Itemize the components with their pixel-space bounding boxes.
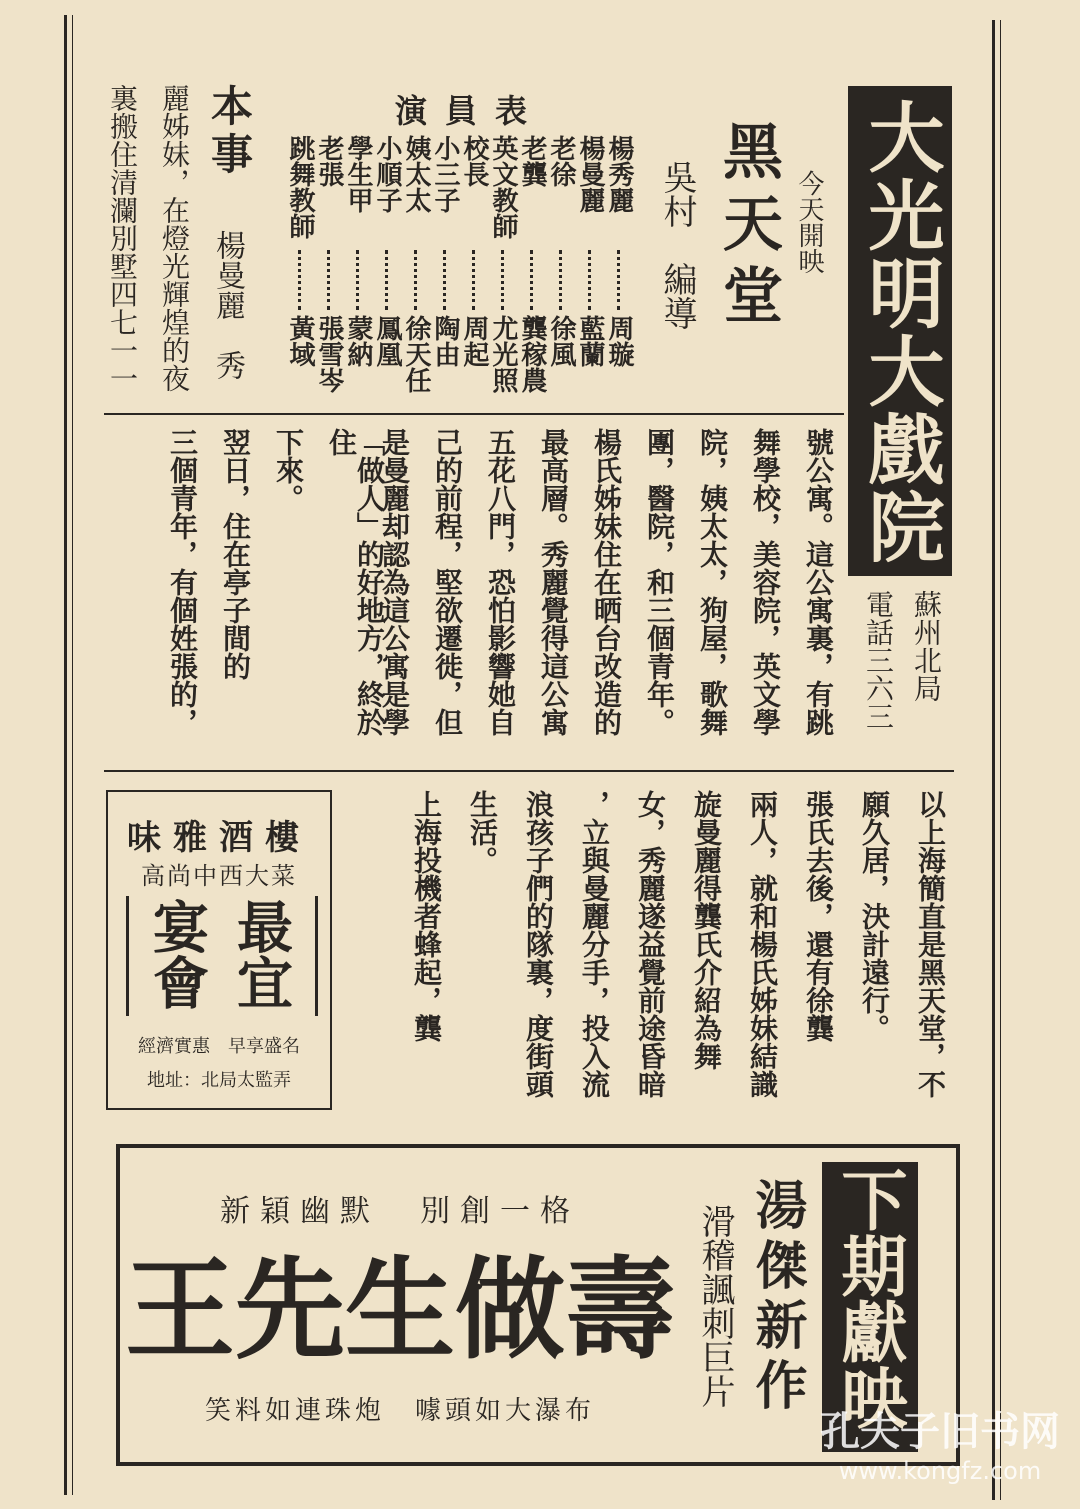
theater-address: 蘇州北局 [910,590,943,702]
restaurant-tagline-text: 高尚中西大菜 [141,862,297,890]
right-border-line [992,20,995,1500]
cast-leader-dots [530,250,533,310]
cast-leader-dots [443,250,446,310]
story-bottom-line: 願久居，決計遠行。 [858,790,891,1042]
story-middle-line: 是曼麗却認為這公寓是學 [378,428,411,736]
cast-actor: 徐風 [546,315,576,367]
restaurant-note-text: 經濟實惠 早享盛名 [138,1036,300,1057]
cast-actor: 徐天任 [401,315,431,393]
story-middle-line: 楊氏姊妹住在晒台改造的 [590,428,623,736]
cast-actor: 尤光照 [488,315,518,393]
cast-role: 姨太太 [401,135,431,213]
story-middle-line: 「做人」的好地方，終於住 [325,428,386,736]
cast-role: 楊曼麗 [575,135,605,213]
cast-actor: 周璇 [604,315,634,367]
cast-leader-dots [617,250,620,310]
theater-name-block [848,86,952,576]
story-middle-line: 最高層。秀麗覺得這公寓 [537,428,570,736]
restaurant-name-text: 味雅酒樓 [127,818,311,858]
story-bottom-line: 浪孩子們的隊裏，度街頭 [522,790,555,1098]
cast-leader-dots [356,250,359,310]
restaurant-tagline [108,856,330,891]
restaurant-name [108,810,330,859]
watermark-text: 孔夫子旧书网 [820,1409,1060,1455]
next-director: 湯傑新作 [746,1178,807,1418]
restaurant-ad [106,790,332,1110]
cast-leader-dots [501,250,504,310]
next-genre: 滑稽諷刺巨片 [695,1204,735,1408]
restaurant-note [108,1032,330,1058]
restaurant-slogan-right: 最宜 [228,898,294,1010]
cast-role: 小三子 [430,135,460,213]
story-top-line-2: 麗姊妹，在燈光輝煌的夜 [158,84,191,392]
story-middle-line: 號公寓。這公寓裏，有跳 [802,428,835,736]
cast-actor: 蒙納 [343,315,373,367]
story-middle-line: 三個青年，有個姓張的， [166,428,199,736]
restaurant-slogan-box [126,896,318,1016]
cast-role: 校長 [459,135,489,187]
cast-role: 跳舞教師 [285,135,315,239]
theater-name: 大光明大戲院 [856,98,945,566]
story-middle [100,428,845,758]
next-title-text: 王先生做壽 [125,1245,675,1374]
divider-1 [104,413,844,415]
story-bottom-line: 張氏去後，還有徐龔 [802,790,835,1042]
cast-leader-dots [414,250,417,310]
cast-role: 老徐 [546,135,576,187]
story-bottom-line: 生活。 [466,790,499,874]
cast-leader-dots [559,250,562,310]
cast-role: 學生甲 [343,135,373,213]
cast-leader-dots [588,250,591,310]
story-bottom-line: 旋曼麗得龔氏介紹為舞 [690,790,723,1070]
cast-actor: 藍蘭 [575,315,605,367]
cast-actor: 黃域 [285,315,315,367]
cast-actor: 張雪岑 [314,315,344,393]
story-middle-line: 翌日，住在亭子間的 [219,428,252,680]
cast-role: 英文教師 [488,135,518,239]
right-border-line-inner [1000,20,1001,1500]
story-heading: 本事 [205,84,254,180]
film-title: 黑天堂 [713,120,783,336]
story-bottom-line: 女，秀麗遂益覺前途昏暗 [634,790,667,1098]
cast-leader-dots [385,250,388,310]
cast-role: 小順子 [372,135,402,213]
restaurant-address-text: 地址：北局太監弄 [147,1070,291,1091]
story-bottom [390,790,960,1120]
cast-actor: 周起 [459,315,489,367]
next-slogan [120,1390,680,1427]
story-middle-line: 舞學校，美容院，英文學 [749,428,782,736]
left-border-line-inner [72,15,73,1495]
cast-actor: 陶由 [430,315,460,367]
film-director: 吳村 編導 [657,160,697,330]
cast-table [275,135,635,405]
story-middle-line: 下來。 [272,428,305,512]
restaurant-address [108,1066,330,1092]
cast-heading [380,86,560,132]
story-top-line-3: 裏搬住清瀾別墅四七一一 [106,84,139,392]
next-tagline-text: 新穎幽默 別創一格 [220,1194,580,1229]
story-bottom-line: 兩人，就和楊氏姊妹結識 [746,790,779,1098]
left-border-line [64,15,67,1495]
next-title [120,1244,680,1376]
cast-actor: 鳳凰 [372,315,402,367]
cast-leader-dots [472,250,475,310]
cast-role: 老龔 [517,135,547,187]
next-slogan-text: 笑料如連珠炮 噱頭如大瀑布 [204,1396,595,1426]
cast-actor: 龔稼農 [517,315,547,393]
story-middle-line: 五花八門，恐怕影響她自 [484,428,517,736]
next-label: 下期獻映 [830,1166,908,1430]
cast-heading-text: 演員表 [394,92,545,130]
today-label: 今天開映 [794,170,824,274]
cast-leader-dots [298,250,301,310]
cast-role: 楊秀麗 [604,135,634,213]
story-top-line-1: 楊曼麗 秀 [210,230,245,380]
story-middle-line: 己的前程，堅欲遷徙，但 [431,428,464,736]
restaurant-slogan-left: 宴會 [144,898,210,1010]
cast-leader-dots [327,250,330,310]
divider-2 [104,770,954,772]
story-bottom-line: ，立與曼麗分手，投入流 [578,790,611,1098]
story-middle-line: 院，姨太太，狗屋，歌舞 [696,428,729,736]
watermark-url: www.kongfz.com [838,1457,1042,1485]
watermark [820,1400,1060,1485]
cast-role: 老張 [314,135,344,187]
theater-phone: 電話三六三 [862,590,895,730]
story-bottom-line: 以上海簡直是黑天堂，不 [914,790,947,1098]
next-tagline [120,1186,680,1230]
story-middle-line: 團，醫院，和三個青年。 [643,428,676,736]
story-bottom-line: 上海投機者蜂起，龔 [410,790,443,1042]
